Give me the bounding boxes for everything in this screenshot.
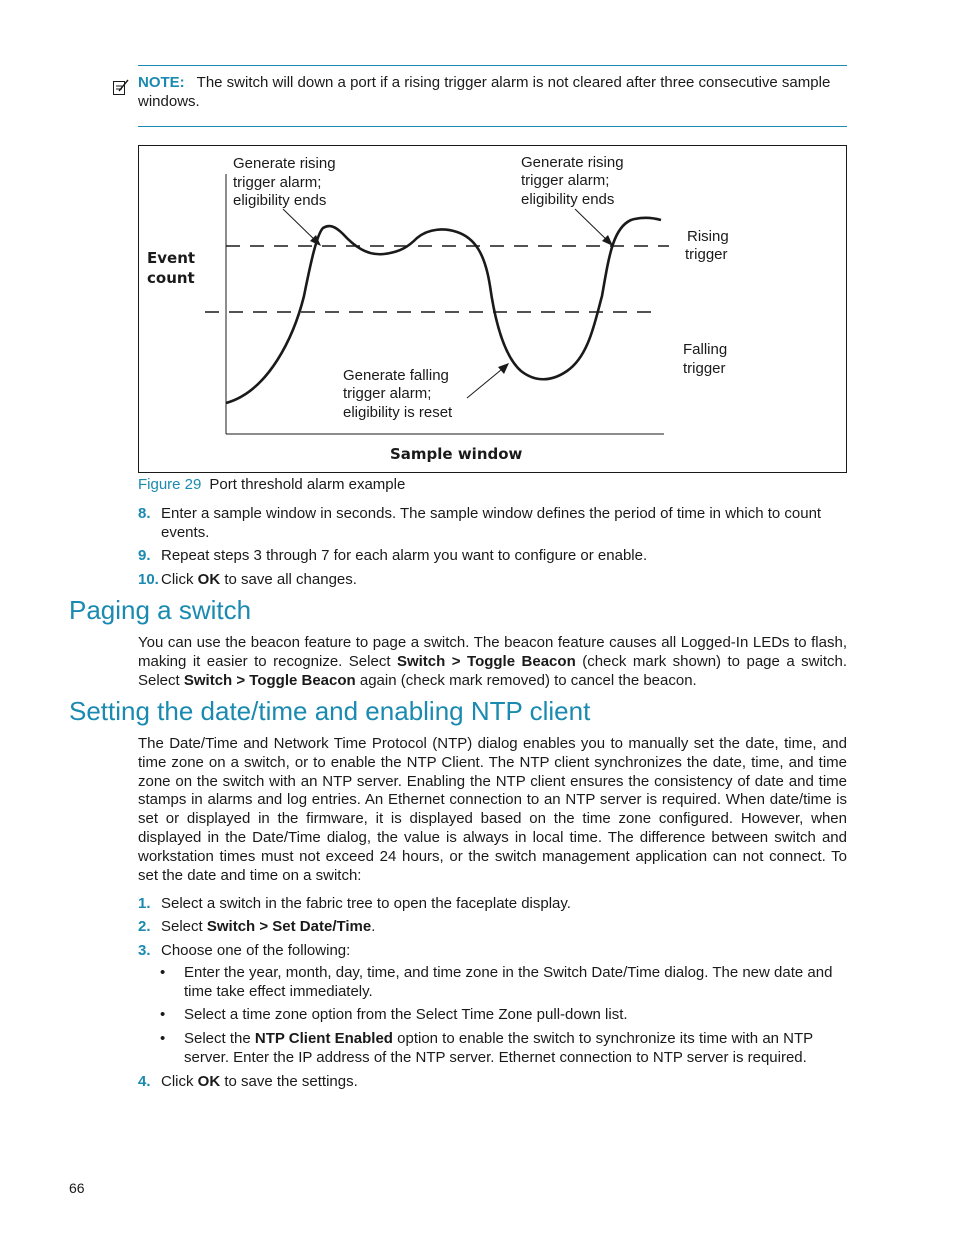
alarm-diagram [139, 146, 848, 474]
step-9 [138, 546, 847, 565]
step-number: 9. [138, 547, 151, 564]
sample-window-label: Sample window [390, 445, 523, 463]
step-number: 10. [138, 571, 159, 588]
rising-trigger-line-2: trigger [685, 246, 728, 263]
bullet-icon: • [160, 1030, 166, 1047]
falling-alarm-line-3: eligibility is reset [343, 404, 453, 421]
step-number: 4. [138, 1073, 151, 1090]
figure-caption-text: Port threshold alarm example [209, 476, 406, 493]
falling-alarm-line-2: trigger alarm; [343, 385, 432, 402]
bullet-item-3 [160, 1030, 847, 1068]
rising-alarm-right-line-1: Generate rising [521, 154, 624, 171]
step-4 [138, 1072, 847, 1091]
step-number: 1. [138, 895, 151, 912]
falling-alarm-line-1: Generate falling [343, 367, 449, 384]
rising-alarm-left-line-3: eligibility ends [233, 192, 327, 209]
step-number: 3. [138, 942, 151, 959]
step-number: 8. [138, 505, 151, 522]
page-number: 66 [69, 1180, 85, 1196]
rising-alarm-left-line-1: Generate rising [233, 155, 336, 172]
rising-alarm-right-line-3: eligibility ends [521, 191, 615, 208]
arrowhead-icon [498, 363, 509, 374]
step-text: Click OK to save the settings. [161, 1073, 358, 1090]
bullet-icon: • [160, 1006, 166, 1023]
falling-trigger-line-2: trigger [683, 360, 726, 377]
step-10 [138, 570, 847, 589]
figure-port-threshold-alarm [138, 145, 847, 473]
step-text: Repeat steps 3 through 7 for each alarm you want to configure or enable. [161, 547, 648, 564]
bullet-text: Enter the year, month, day, time, and time zone in the Switch Date/Time dialog. The new date and time take effect immediately. [184, 964, 833, 1000]
rising-trigger-line-1: Rising [687, 228, 729, 245]
step-3 [138, 941, 847, 960]
date-time-paragraph: The Date/Time and Network Time Protocol (NTP) dialog enables you to manually set the date, time, and time zone on a switch, or to enable the NTP Client. The NTP client synchronizes the date, time, and time zone on the switch with an NTP server. Enabling the NTP client ensures the consistency of date and time stamps in alarms and log entries. An Ethernet connection to an NTP server is required. When date/time is set or displayed in the firmware, it is displayed based on the time zone configured. However, when displayed in the Date/Time dialog, the value is always in local time. The difference between switch and workstation times must not exceed 24 hours, or the switch management application can not connect. To set the date and time on a switch: [138, 735, 847, 884]
step-2 [138, 917, 847, 936]
step-8 [138, 504, 847, 542]
note-top-rule [138, 65, 847, 66]
step-text: Click OK to save all changes. [161, 571, 357, 588]
note-bottom-rule [138, 126, 847, 127]
note [138, 73, 847, 111]
step-text: Enter a sample window in seconds. The sample window defines the period of time in which to count events. [161, 505, 822, 541]
step-text: Select Switch > Set Date/Time. [161, 918, 376, 935]
step-1 [138, 894, 847, 913]
step-number: 2. [138, 918, 151, 935]
note-label: NOTE: [138, 74, 185, 91]
bullet-item-2 [160, 1006, 847, 1025]
step-text: Choose one of the following: [161, 942, 351, 959]
rising-alarm-right-line-2: trigger alarm; [521, 172, 610, 189]
note-icon [112, 78, 130, 96]
bullet-text: Select a time zone option from the Select Time Zone pull-down list. [184, 1006, 628, 1023]
paging-paragraph: You can use the beacon feature to page a switch. The beacon feature causes all Logged-In LEDs to flash, making it easier to recognize. Select Switch > Toggle Beacon (check mark shown) to page a switch. Select Switch > Toggle Beacon again (check mark removed) to cancel the beacon. [138, 634, 847, 689]
bullet-icon: • [160, 964, 166, 981]
event-count-line-2: count [147, 269, 195, 287]
note-text: The switch will down a port if a rising trigger alarm is not cleared after three consecutive sample windows. [138, 74, 831, 110]
heading-paging-a-switch: Paging a switch [69, 595, 252, 625]
bullet-item-1 [160, 964, 847, 1002]
heading-date-time-ntp: Setting the date/time and enabling NTP client [69, 696, 591, 726]
figure-caption [138, 476, 405, 493]
event-count-line-1: Event [147, 249, 196, 267]
step-text: Select a switch in the fabric tree to open the faceplate display. [161, 895, 571, 912]
bullet-text: Select the NTP Client Enabled option to enable the switch to synchronize its time with an NTP server. Enter the IP address of the NTP server. Ethernet connection to NTP server is required. [184, 1030, 813, 1066]
falling-trigger-line-1: Falling [683, 341, 728, 358]
figure-caption-number: Figure 29 [138, 476, 202, 493]
rising-alarm-left-line-2: trigger alarm; [233, 174, 322, 191]
